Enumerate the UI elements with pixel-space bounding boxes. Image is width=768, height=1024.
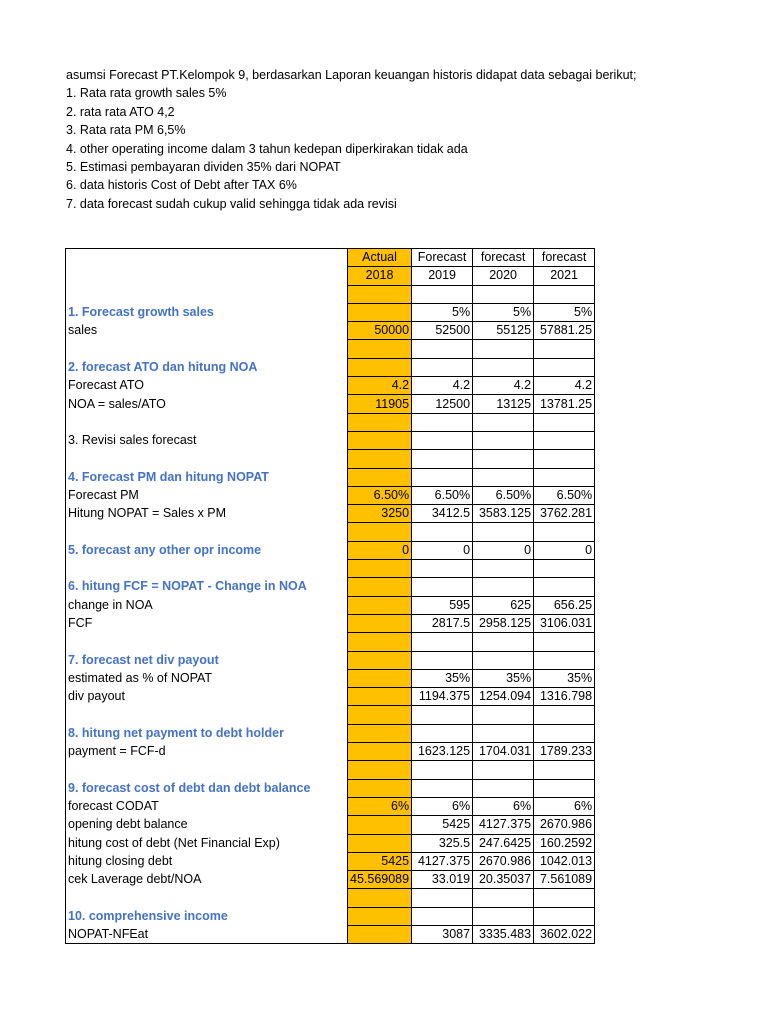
forecast-value-cell[interactable]: 6% [473, 797, 534, 815]
forecast-value-cell[interactable] [534, 523, 595, 541]
row-label-cell[interactable]: div payout [66, 688, 348, 706]
actual-value-cell[interactable] [348, 596, 412, 614]
forecast-value-cell[interactable]: 35% [473, 669, 534, 687]
forecast-value-cell[interactable]: 1316.798 [534, 688, 595, 706]
forecast-value-cell[interactable]: 6% [534, 797, 595, 815]
table-row [66, 614, 595, 632]
actual-value-cell[interactable] [348, 560, 412, 578]
notes-intro: asumsi Forecast PT.Kelompok 9, berdasarkan Laporan keuangan historis didapat data sebagai berikut; [66, 68, 637, 82]
row-label-cell[interactable] [66, 706, 348, 724]
forecast-value-cell[interactable] [412, 633, 473, 651]
actual-value-cell[interactable] [348, 578, 412, 596]
blank-row [66, 889, 595, 907]
actual-value-cell[interactable] [348, 358, 412, 376]
forecast-value-cell[interactable] [412, 285, 473, 303]
forecast-value-cell[interactable] [473, 724, 534, 742]
row-label-cell[interactable]: hitung closing debt [66, 852, 348, 870]
forecast-value-cell[interactable] [473, 633, 534, 651]
forecast-value-cell[interactable] [534, 779, 595, 797]
row-label-cell[interactable]: FCF [66, 614, 348, 632]
actual-value-cell[interactable] [348, 651, 412, 669]
forecast-value-cell[interactable]: 0 [473, 541, 534, 559]
actual-value-cell[interactable]: 3250 [348, 505, 412, 523]
forecast-value-cell[interactable]: 4.2 [534, 377, 595, 395]
actual-value-cell[interactable] [348, 688, 412, 706]
forecast-value-cell[interactable]: 2958.125 [473, 614, 534, 632]
row-label-cell[interactable]: 3. Revisi sales forecast [66, 431, 348, 449]
forecast-value-cell[interactable]: 1254.094 [473, 688, 534, 706]
forecast-value-cell[interactable]: 13781.25 [534, 395, 595, 413]
year-2019[interactable]: 2019 [412, 267, 473, 285]
blank-row [66, 413, 595, 431]
forecast-value-cell[interactable]: 20.35037 [473, 871, 534, 889]
forecast-value-cell[interactable] [534, 340, 595, 358]
blank-row [66, 761, 595, 779]
forecast-value-cell[interactable]: 6.50% [412, 486, 473, 504]
actual-value-cell[interactable] [348, 614, 412, 632]
table-row [66, 596, 595, 614]
forecast-value-cell[interactable] [473, 431, 534, 449]
section-title-cell[interactable]: 4. Forecast PM dan hitung NOPAT [66, 468, 348, 486]
forecast-value-cell[interactable]: 656.25 [534, 596, 595, 614]
table-row [66, 486, 595, 504]
forecast-value-cell[interactable] [412, 468, 473, 486]
section-row [66, 651, 595, 669]
actual-value-cell[interactable] [348, 340, 412, 358]
section-row [66, 303, 595, 321]
table-row [66, 505, 595, 523]
forecast-value-cell[interactable] [534, 358, 595, 376]
actual-value-cell[interactable]: 0 [348, 541, 412, 559]
actual-value-cell[interactable] [348, 925, 412, 943]
forecast-value-cell[interactable]: 160.2592 [534, 834, 595, 852]
forecast-table [65, 248, 595, 944]
forecast-value-cell[interactable]: 52500 [412, 322, 473, 340]
actual-value-cell[interactable] [348, 816, 412, 834]
actual-value-cell[interactable] [348, 743, 412, 761]
year-2020[interactable]: 2020 [473, 267, 534, 285]
actual-value-cell[interactable] [348, 633, 412, 651]
forecast-table-body [66, 249, 595, 944]
row-label-cell[interactable]: Hitung NOPAT = Sales x PM [66, 505, 348, 523]
forecast-value-cell[interactable]: 2670.986 [473, 852, 534, 870]
actual-value-cell[interactable]: 50000 [348, 322, 412, 340]
forecast-value-cell[interactable]: 0 [534, 541, 595, 559]
table-row [66, 322, 595, 340]
forecast-value-cell[interactable] [412, 560, 473, 578]
section-row [66, 907, 595, 925]
table-row [66, 431, 595, 449]
forecast-value-cell[interactable]: 35% [534, 669, 595, 687]
section-title-cell[interactable]: 10. comprehensive income [66, 907, 348, 925]
year-2021[interactable]: 2021 [534, 267, 595, 285]
forecast-value-cell[interactable] [534, 450, 595, 468]
section-title-cell[interactable]: 2. forecast ATO dan hitung NOA [66, 358, 348, 376]
row-label-cell[interactable]: cek Laverage debt/NOA [66, 871, 348, 889]
actual-value-cell[interactable] [348, 907, 412, 925]
actual-value-cell[interactable] [348, 706, 412, 724]
forecast-value-cell[interactable]: 625 [473, 596, 534, 614]
section-title-cell[interactable]: 1. Forecast growth sales [66, 303, 348, 321]
header-blank-cell[interactable] [66, 249, 348, 267]
blank-row [66, 560, 595, 578]
forecast-value-cell[interactable] [534, 560, 595, 578]
forecast-value-cell[interactable]: 2670.986 [534, 816, 595, 834]
forecast-value-cell[interactable]: 4127.375 [412, 852, 473, 870]
forecast-value-cell[interactable]: 57881.25 [534, 322, 595, 340]
note-line: 3. Rata rata PM 6,5% [66, 123, 186, 138]
section-title-cell[interactable]: 9. forecast cost of debt dan debt balance [66, 779, 348, 797]
actual-value-cell[interactable]: 4.2 [348, 377, 412, 395]
forecast-value-cell[interactable]: 7.561089 [534, 871, 595, 889]
actual-value-cell[interactable]: 6% [348, 797, 412, 815]
actual-value-cell[interactable] [348, 303, 412, 321]
forecast-value-cell[interactable] [534, 761, 595, 779]
row-label-cell[interactable] [66, 285, 348, 303]
actual-value-cell[interactable] [348, 523, 412, 541]
actual-value-cell[interactable]: 45.569089 [348, 871, 412, 889]
row-label-cell[interactable] [66, 633, 348, 651]
forecast-value-cell[interactable]: 247.6425 [473, 834, 534, 852]
forecast-value-cell[interactable] [412, 706, 473, 724]
forecast-value-cell[interactable]: 1704.031 [473, 743, 534, 761]
actual-value-cell[interactable] [348, 285, 412, 303]
forecast-value-cell[interactable] [534, 724, 595, 742]
forecast-value-cell[interactable] [534, 907, 595, 925]
forecast-value-cell[interactable]: 6.50% [473, 486, 534, 504]
row-label-cell[interactable]: sales [66, 322, 348, 340]
forecast-value-cell[interactable] [534, 706, 595, 724]
forecast-value-cell[interactable]: 325.5 [412, 834, 473, 852]
forecast-value-cell[interactable] [473, 706, 534, 724]
table-row [66, 871, 595, 889]
row-label-cell[interactable] [66, 761, 348, 779]
forecast-value-cell[interactable] [534, 413, 595, 431]
forecast-value-cell[interactable]: 0 [412, 541, 473, 559]
year-row [66, 267, 595, 285]
forecast-value-cell[interactable]: 5% [473, 303, 534, 321]
header-forecast-2[interactable]: forecast [473, 249, 534, 267]
actual-value-cell[interactable]: 6.50% [348, 486, 412, 504]
blank-row [66, 285, 595, 303]
header-forecast-1[interactable]: Forecast [412, 249, 473, 267]
section-title-cell[interactable]: 6. hitung FCF = NOPAT - Change in NOA [66, 578, 348, 596]
section-title-cell[interactable]: 7. forecast net div payout [66, 651, 348, 669]
note-line: 5. Estimasi pembayaran dividen 35% dari NOPAT [66, 159, 341, 174]
actual-value-cell[interactable] [348, 761, 412, 779]
forecast-value-cell[interactable]: 6.50% [534, 486, 595, 504]
section-row [66, 724, 595, 742]
table-row [66, 925, 595, 943]
actual-value-cell[interactable] [348, 431, 412, 449]
forecast-value-cell[interactable]: 1042.013 [534, 852, 595, 870]
forecast-value-cell[interactable] [412, 413, 473, 431]
table-row [66, 688, 595, 706]
row-label-cell[interactable] [66, 413, 348, 431]
row-label-cell[interactable]: payment = FCF-d [66, 743, 348, 761]
forecast-value-cell[interactable] [534, 468, 595, 486]
forecast-value-cell[interactable] [473, 889, 534, 907]
forecast-value-cell[interactable]: 4.2 [473, 377, 534, 395]
forecast-value-cell[interactable] [473, 450, 534, 468]
forecast-value-cell[interactable] [412, 907, 473, 925]
section-title-cell[interactable]: 5. forecast any other opr income [66, 541, 348, 559]
actual-value-cell[interactable] [348, 450, 412, 468]
actual-value-cell[interactable] [348, 889, 412, 907]
forecast-value-cell[interactable]: 13125 [473, 395, 534, 413]
table-row [66, 377, 595, 395]
row-label-cell[interactable]: change in NOA [66, 596, 348, 614]
forecast-value-cell[interactable] [412, 358, 473, 376]
table-row [66, 797, 595, 815]
forecast-value-cell[interactable] [473, 413, 534, 431]
row-label-cell[interactable]: opening debt balance [66, 816, 348, 834]
forecast-value-cell[interactable]: 35% [412, 669, 473, 687]
forecast-value-cell[interactable]: 4.2 [412, 377, 473, 395]
actual-value-cell[interactable] [348, 468, 412, 486]
forecast-value-cell[interactable] [412, 523, 473, 541]
forecast-value-cell[interactable]: 55125 [473, 322, 534, 340]
forecast-value-cell[interactable] [473, 907, 534, 925]
note-line: 2. rata rata ATO 4,2 [66, 104, 175, 119]
forecast-value-cell[interactable]: 1194.375 [412, 688, 473, 706]
forecast-value-cell[interactable]: 4127.375 [473, 816, 534, 834]
blank-row [66, 340, 595, 358]
year-2018[interactable]: 2018 [348, 267, 412, 285]
header-forecast-3[interactable]: forecast [534, 249, 595, 267]
row-label-cell[interactable] [66, 889, 348, 907]
blank-row [66, 450, 595, 468]
forecast-value-cell[interactable] [473, 340, 534, 358]
row-label-cell[interactable]: NOPAT-NFEat [66, 925, 348, 943]
row-label-cell[interactable]: NOA = sales/ATO [66, 395, 348, 413]
forecast-value-cell[interactable] [473, 358, 534, 376]
forecast-value-cell[interactable] [412, 578, 473, 596]
forecast-value-cell[interactable]: 5% [534, 303, 595, 321]
row-label-cell[interactable] [66, 340, 348, 358]
forecast-value-cell[interactable] [473, 578, 534, 596]
forecast-value-cell[interactable]: 3412.5 [412, 505, 473, 523]
section-row [66, 358, 595, 376]
forecast-value-cell[interactable] [412, 450, 473, 468]
table-row [66, 395, 595, 413]
forecast-value-cell[interactable] [473, 560, 534, 578]
forecast-value-cell[interactable]: 1623.125 [412, 743, 473, 761]
table-row [66, 669, 595, 687]
header-row [66, 249, 595, 267]
section-row [66, 541, 595, 559]
forecast-value-cell[interactable] [412, 889, 473, 907]
forecast-value-cell[interactable]: 5% [412, 303, 473, 321]
forecast-value-cell[interactable] [473, 779, 534, 797]
forecast-value-cell[interactable]: 12500 [412, 395, 473, 413]
forecast-value-cell[interactable] [534, 651, 595, 669]
forecast-value-cell[interactable]: 3602.022 [534, 925, 595, 943]
forecast-value-cell[interactable] [534, 431, 595, 449]
actual-value-cell[interactable]: 11905 [348, 395, 412, 413]
forecast-value-cell[interactable] [412, 779, 473, 797]
forecast-value-cell[interactable]: 3335.483 [473, 925, 534, 943]
forecast-value-cell[interactable] [412, 724, 473, 742]
forecast-value-cell[interactable]: 3106.031 [534, 614, 595, 632]
forecast-value-cell[interactable]: 3087 [412, 925, 473, 943]
section-row [66, 468, 595, 486]
row-label-cell[interactable] [66, 450, 348, 468]
actual-value-cell[interactable] [348, 724, 412, 742]
forecast-value-cell[interactable] [473, 651, 534, 669]
year-blank-cell[interactable] [66, 267, 348, 285]
actual-value-cell[interactable]: 5425 [348, 852, 412, 870]
section-row [66, 779, 595, 797]
row-label-cell[interactable]: hitung cost of debt (Net Financial Exp) [66, 834, 348, 852]
note-line: 4. other operating income dalam 3 tahun kedepan diperkirakan tidak ada [66, 141, 468, 156]
forecast-value-cell[interactable] [473, 523, 534, 541]
forecast-value-cell[interactable] [412, 431, 473, 449]
table-row [66, 834, 595, 852]
actual-value-cell[interactable] [348, 834, 412, 852]
actual-value-cell[interactable] [348, 669, 412, 687]
forecast-value-cell[interactable] [412, 761, 473, 779]
row-label-cell[interactable]: estimated as % of NOPAT [66, 669, 348, 687]
section-title-cell[interactable]: 8. hitung net payment to debt holder [66, 724, 348, 742]
forecast-value-cell[interactable]: 3583.125 [473, 505, 534, 523]
blank-row [66, 706, 595, 724]
forecast-value-cell[interactable] [412, 340, 473, 358]
blank-row [66, 633, 595, 651]
forecast-value-cell[interactable] [473, 761, 534, 779]
forecast-value-cell[interactable] [473, 285, 534, 303]
assumption-notes [66, 66, 636, 213]
forecast-value-cell[interactable]: 2817.5 [412, 614, 473, 632]
forecast-value-cell[interactable]: 33.019 [412, 871, 473, 889]
note-line: 1. Rata rata growth sales 5% [66, 86, 227, 101]
blank-row [66, 523, 595, 541]
forecast-value-cell[interactable]: 6% [412, 797, 473, 815]
row-label-cell[interactable]: forecast CODAT [66, 797, 348, 815]
row-label-cell[interactable]: Forecast PM [66, 486, 348, 504]
forecast-value-cell[interactable] [534, 285, 595, 303]
row-label-cell[interactable]: Forecast ATO [66, 377, 348, 395]
table-row [66, 852, 595, 870]
forecast-value-cell[interactable]: 3762.281 [534, 505, 595, 523]
table-row [66, 743, 595, 761]
forecast-value-cell[interactable] [473, 468, 534, 486]
table-row [66, 816, 595, 834]
actual-value-cell[interactable] [348, 413, 412, 431]
row-label-cell[interactable] [66, 523, 348, 541]
section-row [66, 578, 595, 596]
forecast-value-cell[interactable] [534, 633, 595, 651]
actual-value-cell[interactable] [348, 779, 412, 797]
forecast-value-cell[interactable]: 1789.233 [534, 743, 595, 761]
forecast-value-cell[interactable]: 5425 [412, 816, 473, 834]
row-label-cell[interactable] [66, 560, 348, 578]
forecast-value-cell[interactable] [534, 578, 595, 596]
note-line: 6. data historis Cost of Debt after TAX 6% [66, 178, 297, 193]
forecast-value-cell[interactable] [534, 889, 595, 907]
forecast-value-cell[interactable] [412, 651, 473, 669]
header-actual[interactable]: Actual [348, 249, 412, 267]
forecast-value-cell[interactable]: 595 [412, 596, 473, 614]
note-line: 7. data forecast sudah cukup valid sehingga tidak ada revisi [66, 196, 397, 211]
